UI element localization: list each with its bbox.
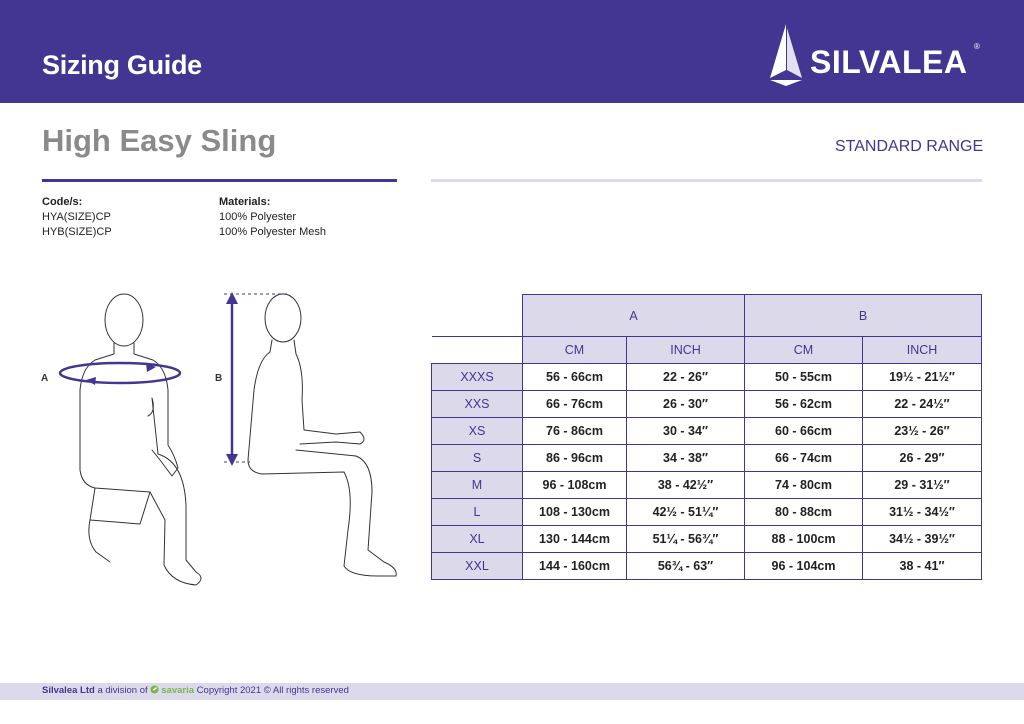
measure-a-ring — [60, 363, 180, 383]
table-row — [432, 391, 982, 418]
sail-icon — [766, 22, 806, 86]
table-row — [432, 472, 982, 499]
range-label: STANDARD RANGE — [835, 138, 984, 155]
page-title: Sizing Guide — [42, 50, 202, 80]
b-cm-cell: 88 - 100cm — [745, 526, 863, 553]
code-line: HYA(SIZE)CP — [42, 211, 111, 223]
b-inch-cell: 23½ - 26″ — [863, 418, 982, 445]
a-inch-cell: 38 - 42½″ — [627, 472, 745, 499]
size-label: XXL — [432, 553, 523, 580]
a-cm-cell: 108 - 130cm — [523, 499, 627, 526]
footer-bar — [0, 683, 1024, 700]
b-cm-cell: 56 - 62cm — [745, 391, 863, 418]
b-cm-cell: 74 - 80cm — [745, 472, 863, 499]
material-line: 100% Polyester — [219, 211, 297, 223]
materials-label: Materials: — [219, 196, 271, 208]
table-row — [432, 445, 982, 472]
measure-b-arrowhead — [226, 454, 238, 466]
size-label: XS — [432, 418, 523, 445]
codes-block — [42, 195, 112, 240]
a-cm-cell: 86 - 96cm — [523, 445, 627, 472]
unit-header: INCH — [863, 337, 982, 364]
a-inch-cell: 56¾ - 63″ — [627, 553, 745, 580]
footer-text — [42, 685, 349, 696]
header-bar — [0, 0, 1024, 103]
group-header-b: B — [745, 295, 982, 337]
size-label: XXXS — [432, 364, 523, 391]
materials-block — [219, 195, 326, 240]
b-inch-cell: 38 - 41″ — [863, 553, 982, 580]
savaria-logo: savaria — [161, 685, 195, 696]
b-inch-cell: 26 - 29″ — [863, 445, 982, 472]
a-cm-cell: 130 - 144cm — [523, 526, 627, 553]
a-inch-cell: 26 - 30″ — [627, 391, 745, 418]
sizing-table — [431, 294, 982, 580]
b-inch-cell: 29 - 31½″ — [863, 472, 982, 499]
size-label: XL — [432, 526, 523, 553]
divider-right — [431, 179, 982, 182]
seated-figure-side — [248, 294, 396, 576]
a-inch-cell: 51¼ - 56¾″ — [627, 526, 745, 553]
table-corner — [432, 337, 523, 364]
brand-name: SILVALEA — [810, 44, 968, 80]
silvalea-logo — [766, 22, 986, 86]
codes-label: Code/s: — [42, 196, 83, 208]
group-header-a: A — [523, 295, 745, 337]
table-row — [432, 526, 982, 553]
unit-header: CM — [745, 337, 863, 364]
code-line: HYB(SIZE)CP — [42, 226, 112, 238]
seated-figure-front — [80, 294, 201, 585]
b-cm-cell: 96 - 104cm — [745, 553, 863, 580]
b-inch-cell: 22 - 24½″ — [863, 391, 982, 418]
unit-header: CM — [523, 337, 627, 364]
b-cm-cell: 66 - 74cm — [745, 445, 863, 472]
b-cm-cell: 80 - 88cm — [745, 499, 863, 526]
a-cm-cell: 56 - 66cm — [523, 364, 627, 391]
product-name: High Easy Sling — [42, 123, 277, 158]
b-inch-cell: 31½ - 34½″ — [863, 499, 982, 526]
table-row — [432, 553, 982, 580]
table-row — [432, 418, 982, 445]
material-line: 100% Polyester Mesh — [219, 226, 326, 238]
table-row — [432, 364, 982, 391]
a-cm-cell: 66 - 76cm — [523, 391, 627, 418]
a-cm-cell: 144 - 160cm — [523, 553, 627, 580]
a-inch-cell: 22 - 26″ — [627, 364, 745, 391]
registered-mark: ® — [974, 42, 980, 51]
size-label: L — [432, 499, 523, 526]
a-cm-cell: 76 - 86cm — [523, 418, 627, 445]
size-label: M — [432, 472, 523, 499]
divider-left — [42, 179, 397, 182]
b-cm-cell: 60 - 66cm — [745, 418, 863, 445]
a-inch-cell: 34 - 38″ — [627, 445, 745, 472]
b-inch-cell: 19½ - 21½″ — [863, 364, 982, 391]
label-a: A — [41, 373, 49, 384]
b-cm-cell: 50 - 55cm — [745, 364, 863, 391]
table-corner — [432, 295, 523, 337]
b-inch-cell: 34½ - 39½″ — [863, 526, 982, 553]
savaria-leaf-icon — [150, 685, 159, 694]
copyright-text: Copyright 2021 © All rights reserved — [194, 685, 349, 696]
a-inch-cell: 42½ - 51¼″ — [627, 499, 745, 526]
division-text: a division of — [94, 685, 151, 696]
measurement-diagrams — [0, 280, 420, 600]
table-row — [432, 499, 982, 526]
a-cm-cell: 96 - 108cm — [523, 472, 627, 499]
unit-header: INCH — [627, 337, 745, 364]
size-label: XXS — [432, 391, 523, 418]
a-inch-cell: 30 - 34″ — [627, 418, 745, 445]
label-b: B — [215, 373, 223, 384]
size-label: S — [432, 445, 523, 472]
company-name: Silvalea Ltd — [42, 685, 95, 696]
